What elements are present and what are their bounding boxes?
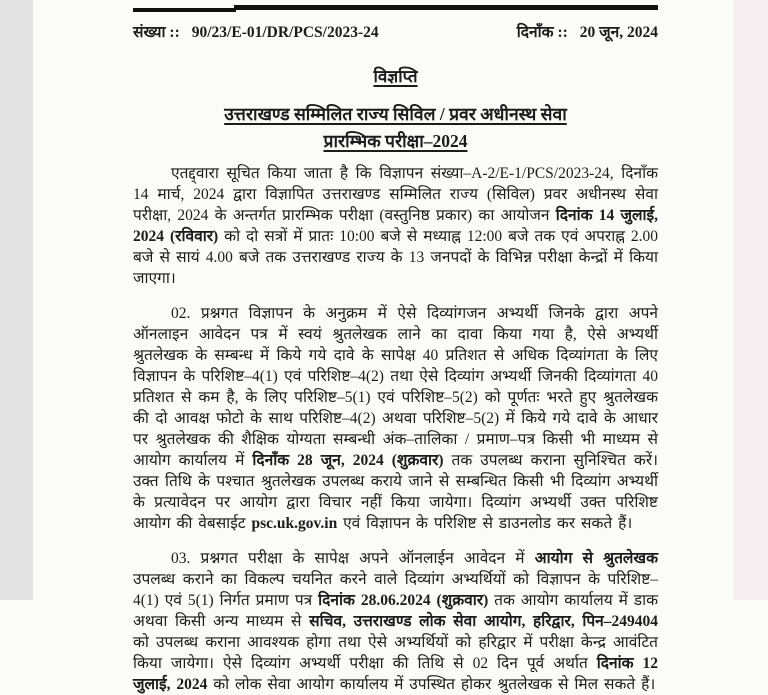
paragraph-3 [133, 548, 658, 695]
body-text: को उपलब्ध कराना आवश्यक होगा तथा ऐसे अभ्यर्थियों को हरिद्वार में परीक्षा केन्द्र आवंटित किया जायेगा। ऐसे दिव्यांग अभ्यर्थी परीक्षा की तिथि से 02 दिन पूर्व अर्थात [133, 634, 658, 672]
document-date [517, 20, 658, 42]
notice-title [133, 64, 658, 87]
emphasized-text: दिनांक 14 जुलाई, 2024 (रविवार) [133, 207, 658, 245]
body-text: 03. प्रश्नगत परीक्षा के सापेक्ष अपने ऑनलाईन आवेदन में [171, 550, 535, 567]
exam-title-line1 [133, 102, 658, 126]
emphasized-text: दिनांक 12 जुलाई, 2024 [133, 655, 658, 693]
body-text: को लोक सेवा आयोग कार्यालय में उपस्थित होकर श्रुतलेखक से मिल सकते हैं। [207, 676, 656, 693]
document-header [133, 20, 658, 42]
paragraph-2 [133, 303, 658, 534]
rule-segment-left [133, 8, 236, 12]
date-value: 20 जून, 2024 [579, 24, 658, 41]
document-content [133, 0, 658, 695]
emphasized-text: दिनांक 28.06.2024 (शुक्रवार) [318, 592, 489, 609]
body-text: एवं विज्ञापन के परिशिष्ट से डाउनलोड कर सकते हैं। [337, 515, 633, 532]
paragraphs-container [133, 163, 658, 695]
date-label: दिनाँक :: [516, 24, 568, 41]
scan-right-margin [734, 0, 768, 600]
body-text: उपलब्ध कराने का विकल्प चयनित करने वाले दिव्यांग अभ्यर्थियों को विज्ञापन के परिशिष्ट–4(1) एवं 5(1) निर्गत प्रमाण पत्र [133, 571, 658, 609]
reference-number [133, 20, 379, 42]
body-text: तक आयोग कार्यालय में डाक अथवा किसी अन्य माध्यम से [133, 592, 658, 630]
paragraph-1 [133, 163, 658, 289]
body-text: को दो सत्रों में प्रातः 10:00 बजे से मध्याह्न 12:00 बजे तक एवं अपराह्न 2.00 बजे से सायं 4.00 बजे तक उत्तराखण्ड राज्य के 13 जनपदों के विभिन्न परीक्षा केन्द्रों में किया जाएगा। [133, 228, 658, 287]
scan-left-margin [0, 0, 33, 600]
exam-title-line2-text: प्रारम्भिक परीक्षा–2024 [323, 131, 468, 151]
rule-segment-right [234, 5, 658, 10]
emphasized-text: सचिव, उत्तराखण्ड लोक सेवा आयोग, हरिद्वार, पिन–249404 [309, 613, 658, 630]
exam-title-line2 [133, 129, 658, 153]
notice-title-text: विज्ञप्ति [373, 67, 418, 86]
reference-number-value: 90/23/E-01/DR/PCS/2023-24 [191, 24, 379, 41]
reference-number-label: संख्या :: [133, 24, 180, 41]
body-text: 02. प्रश्नगत विज्ञापन के अनुक्रम में ऐसे दिव्यांगजन अभ्यर्थी जिनके द्वारा अपने ऑनलाइन आवेदन पत्र में स्वयं श्रुतलेखक लाने का दावा किया गया है, ऐसे अभ्यर्थी श्रुतलेखक के सम्बन्ध में किये गये दावे के सापेक्ष 40 प्रतिशत से अधिक दिव्यांगता के लिए विज्ञापन के परिशिष्ट–4(1) एवं परिशिष्ट–4(2) तथा ऐसे दिव्यांग अभ्यर्थी जिनकी दिव्यांगता 40 प्रतिशत से कम है, के लिए परिशिष्ट–5(1) एवं परिशिष्ट–5(2) को पूर्णतः भरते हुए श्रुतलेखक की दो आवक्ष फोटो के साथ परिशिष्ट–4(2) अथवा परिशिष्ट–5(2) में किये गये दावे के आधार पर श्रुतलेखक की शैक्षिक योग्यता सम्बन्धी अंक–तालिका / प्रमाण–पत्र किसी भी माध्यम से आयोग कार्यालय में [133, 305, 658, 469]
emphasized-text: आयोग से श्रुतलेखक [534, 550, 658, 567]
emphasized-text: दिनाँक 28 जून, 2024 (शुक्रवार) [252, 452, 444, 469]
body-text: एतद्द्वारा सूचित किया जाता है कि विज्ञापन संख्या–A-2/E-1/PCS/2023-24, दिनाँक 14 मार्च, 2024 द्वारा विज्ञापित उत्तराखण्ड सम्मिलित राज्य (सिविल) प्रवर अधीनस्थ सेवा परीक्षा, 2024 के अन्तर्गत प्रारम्भिक परीक्षा (वस्तुनिष्ठ प्रकार) का आयोजन [133, 165, 658, 224]
top-double-rule [133, 4, 658, 13]
emphasized-text: psc.uk.gov.in [251, 515, 338, 532]
exam-title-line1-text: उत्तराखण्ड सम्मिलित राज्य सिविल / प्रवर अधीनस्थ सेवा [224, 104, 567, 124]
body-text: तक उपलब्ध कराना सुनिश्चित करें। उक्त तिथि के पश्चात श्रुतलेखक उपलब्ध कराये जाने से सम्बन्धित किसी भी दिव्यांग अभ्यर्थी के प्रत्यावेदन पर आयोग द्वारा विचार नहीं किया जायेगा। दिव्यांग अभ्यर्थी उक्त परिशिष्ट आयोग की वेबसाईट [133, 452, 658, 532]
